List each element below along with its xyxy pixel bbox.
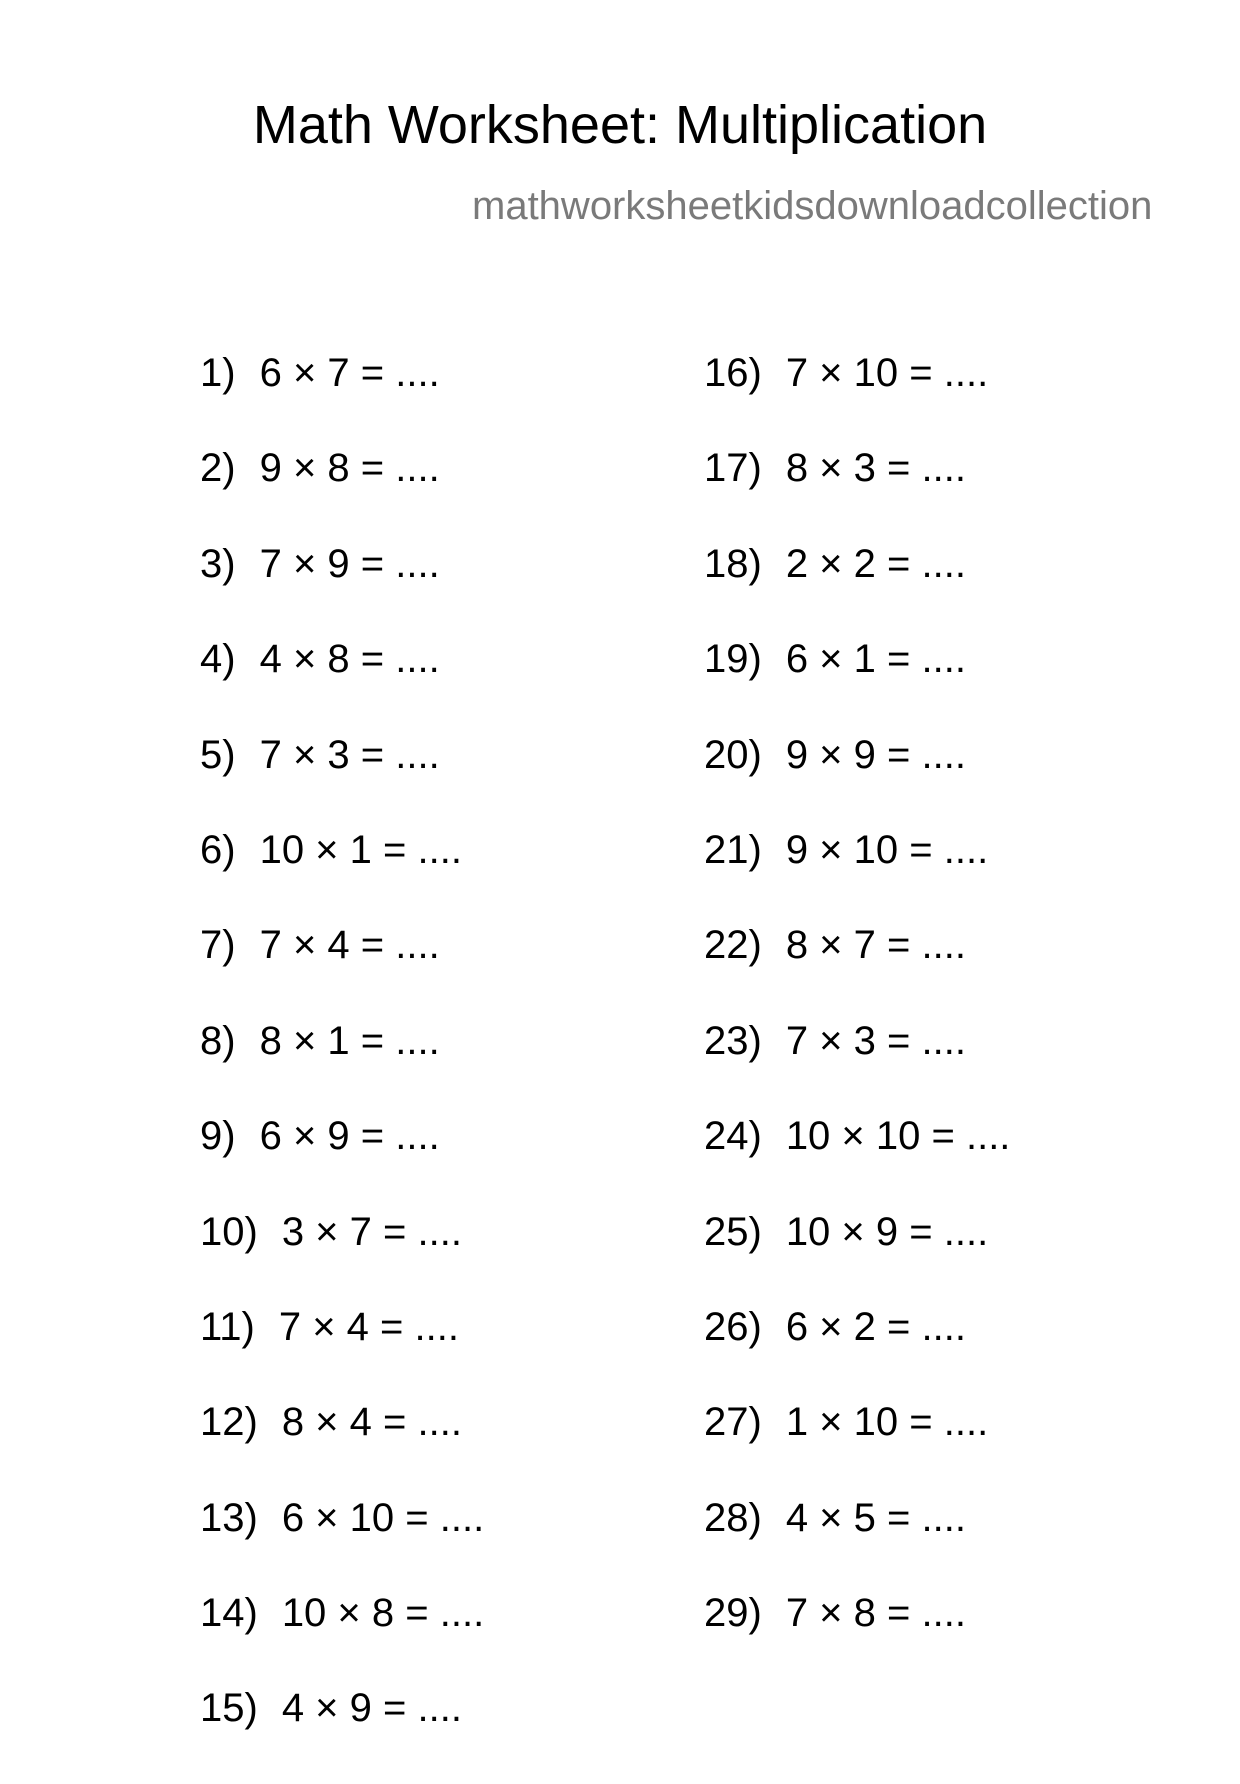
problem-expression: 7 × 3 = .... — [259, 732, 440, 777]
problem-number: 25) — [704, 1209, 762, 1254]
problem-number: 2) — [200, 446, 236, 491]
problem-expression: 8 × 7 = .... — [785, 923, 966, 968]
problem-number: 6) — [200, 827, 236, 872]
problem-item — [200, 1402, 484, 1497]
problem-item — [704, 639, 1010, 734]
problem-item — [200, 1495, 485, 1593]
worksheet-subtitle: mathworksheetkidsdownloadcollection — [472, 184, 1153, 228]
problem-expression: 9 × 8 = .... — [259, 446, 440, 491]
problem-expression: 7 × 9 = .... — [259, 541, 440, 586]
problem-expression: 10 × 10 = .... — [785, 1114, 1011, 1159]
problem-item — [200, 1688, 484, 1783]
worksheet-title: Math Worksheet: Multiplication — [252, 95, 988, 155]
problem-column-right — [704, 353, 1010, 1688]
problem-expression: 1 × 10 = .... — [785, 1400, 989, 1445]
problem-item — [704, 1018, 1010, 1116]
problem-number: 20) — [704, 732, 762, 777]
problem-expression: 9 × 9 = .... — [785, 732, 966, 777]
problem-number: 21) — [704, 827, 762, 872]
problem-number: 5) — [200, 732, 236, 777]
problem-item — [200, 353, 484, 448]
problem-expression: 8 × 1 = .... — [259, 1018, 440, 1063]
problem-number: 7) — [200, 923, 236, 968]
problem-number: 11) — [200, 1304, 255, 1349]
problem-item — [200, 639, 484, 734]
problem-expression: 6 × 9 = .... — [259, 1114, 440, 1159]
problem-expression: 7 × 4 = .... — [278, 1304, 459, 1349]
problem-number: 10) — [200, 1209, 258, 1254]
problem-expression: 4 × 5 = .... — [785, 1495, 966, 1540]
problem-number: 15) — [200, 1686, 258, 1731]
problem-item — [704, 1116, 1010, 1211]
problem-item — [200, 1209, 484, 1307]
problem-expression: 6 × 10 = .... — [281, 1495, 485, 1540]
problem-item — [704, 541, 1010, 639]
problem-number: 28) — [704, 1495, 762, 1540]
problem-number: 29) — [704, 1591, 762, 1636]
problem-number: 9) — [200, 1114, 236, 1159]
problem-number: 23) — [704, 1018, 762, 1063]
problem-item — [200, 1018, 484, 1116]
problem-number: 18) — [704, 541, 762, 586]
problem-expression: 4 × 8 = .... — [259, 637, 440, 682]
problem-item — [704, 1304, 1010, 1402]
problem-number: 1) — [200, 351, 236, 395]
problem-column-left — [200, 353, 484, 1784]
problem-expression: 10 × 1 = .... — [259, 827, 462, 872]
problem-expression: 8 × 3 = .... — [785, 446, 966, 491]
problem-item — [200, 732, 484, 830]
problem-item — [704, 925, 1010, 1020]
problem-expression: 2 × 2 = .... — [785, 541, 966, 586]
problem-number: 22) — [704, 923, 762, 968]
problem-number: 26) — [704, 1304, 762, 1349]
problem-item — [200, 1116, 484, 1211]
problem-number: 19) — [704, 637, 762, 682]
problem-expression: 8 × 4 = .... — [281, 1400, 462, 1445]
problem-item — [704, 1495, 1010, 1593]
problem-expression: 9 × 10 = .... — [785, 827, 989, 872]
problem-item — [200, 448, 484, 543]
problem-expression: 7 × 3 = .... — [785, 1018, 966, 1063]
problem-number: 27) — [704, 1400, 762, 1445]
problem-expression: 3 × 7 = .... — [281, 1209, 462, 1254]
problem-number: 17) — [704, 446, 762, 491]
problem-expression: 7 × 4 = .... — [259, 923, 440, 968]
problem-number: 8) — [200, 1018, 236, 1063]
problem-expression: 4 × 9 = .... — [281, 1686, 462, 1731]
problem-item — [200, 827, 484, 925]
problem-item — [704, 1402, 1010, 1497]
problem-number: 24) — [704, 1114, 762, 1159]
problem-item — [704, 1209, 1010, 1307]
problem-item — [200, 541, 484, 639]
problem-number: 3) — [200, 541, 236, 586]
problem-expression: 6 × 7 = .... — [259, 351, 440, 395]
problem-number: 13) — [200, 1495, 258, 1540]
problem-item — [704, 827, 1010, 925]
problem-expression: 7 × 8 = .... — [785, 1591, 966, 1636]
problem-item — [200, 1304, 484, 1402]
problem-expression: 6 × 2 = .... — [785, 1304, 966, 1349]
problem-item — [704, 732, 1010, 830]
problem-item — [704, 1593, 1010, 1688]
problem-expression: 10 × 8 = .... — [281, 1591, 485, 1636]
problem-number: 14) — [200, 1591, 258, 1636]
problem-item — [200, 1593, 484, 1688]
problem-number: 16) — [704, 351, 762, 395]
problem-number: 12) — [200, 1400, 258, 1445]
problem-expression: 6 × 1 = .... — [785, 637, 966, 682]
problem-item — [704, 448, 1010, 543]
problem-expression: 7 × 10 = .... — [785, 351, 989, 395]
problem-item — [704, 353, 1010, 448]
problem-number: 4) — [200, 637, 236, 682]
problem-expression: 10 × 9 = .... — [785, 1209, 989, 1254]
problem-item — [200, 925, 484, 1020]
